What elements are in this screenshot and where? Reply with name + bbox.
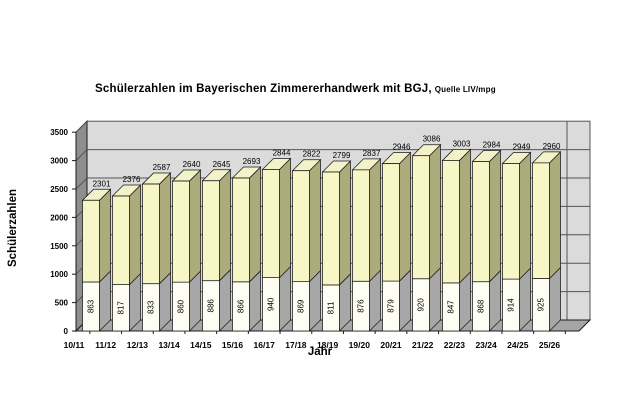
bar-9-top-side <box>370 159 381 281</box>
bar-total-label: 2376 <box>122 175 141 185</box>
x-tick-label: 10/11 <box>63 340 85 350</box>
y-tick-label: 2500 <box>50 185 68 194</box>
bar-2-top-front <box>143 184 160 284</box>
bar-segment-label: 925 <box>536 298 546 312</box>
bar-1-top-side <box>130 185 141 285</box>
x-tick-label: 13/14 <box>158 340 180 350</box>
bar-15-top-front <box>533 163 550 279</box>
y-tick-label: 1000 <box>50 270 68 280</box>
x-tick-label: 20/21 <box>380 340 402 350</box>
bar-segment-label: 940 <box>266 297 276 311</box>
bar-7-top-front <box>293 171 310 282</box>
bar-10-top-front <box>383 164 400 281</box>
bar-segment-label: 833 <box>146 300 156 315</box>
x-tick-label: 12/13 <box>126 340 149 350</box>
x-tick-label: 25/26 <box>538 340 561 350</box>
x-tick-label: 19/20 <box>348 340 370 350</box>
x-tick-label: 18/19 <box>316 340 339 350</box>
bar-total-label: 2984 <box>482 140 501 150</box>
x-tick-label: 17/18 <box>285 340 307 350</box>
bar-5-top-front <box>233 178 250 282</box>
bar-segment-label: 879 <box>386 299 396 313</box>
bar-7-top-side <box>310 160 321 282</box>
bar-total-label: 2822 <box>302 149 321 159</box>
x-tick-label: 21/22 <box>412 340 434 350</box>
bar-3-top-side <box>190 170 201 282</box>
bar-total-label: 2837 <box>362 148 381 158</box>
bar-6-top-side <box>280 158 291 277</box>
bar-segment-label: 868 <box>476 299 486 314</box>
bar-segment-label: 866 <box>236 299 246 314</box>
bar-14-top-front <box>503 163 520 279</box>
bar-segment-label: 914 <box>506 298 516 312</box>
x-tick-label: 16/17 <box>253 340 275 350</box>
bar-segment-label: 817 <box>116 301 126 315</box>
bar-8-top-front <box>323 172 340 285</box>
bar-total-label: 2799 <box>332 151 351 161</box>
bar-total-label: 3003 <box>452 139 471 149</box>
bar-total-label: 2587 <box>152 163 171 173</box>
bar-8-top-side <box>340 161 351 285</box>
bar-total-label: 2640 <box>182 160 201 170</box>
x-tick-label: 15/16 <box>221 340 244 350</box>
bar-6-top-front <box>263 169 280 277</box>
bar-9-top-front <box>353 170 370 281</box>
bar-5-top-side <box>250 167 261 282</box>
x-tick-label: 11/12 <box>95 340 117 350</box>
bar-segment-label: 869 <box>296 299 306 314</box>
x-tick-label: 23/24 <box>475 340 497 350</box>
bar-segment-label: 920 <box>416 298 426 312</box>
bar-2-top-side <box>160 173 171 284</box>
bar-segment-label: 847 <box>446 300 456 314</box>
bar-segment-label: 860 <box>176 299 186 314</box>
bar-11-top-front <box>413 156 430 279</box>
bar-15-top-side <box>550 152 561 279</box>
bar-3-top-front <box>173 181 190 282</box>
bar-total-label: 2949 <box>512 142 531 152</box>
bar-0-top-side <box>100 189 111 282</box>
chart-title-main: Schülerzahlen im Bayerischen Zimmererhandwerk mit BGJ, <box>95 83 432 95</box>
x-axis-title: Jahr <box>307 346 333 358</box>
bar-total-label: 3086 <box>422 134 441 144</box>
bar-10-top-side <box>400 153 411 281</box>
bar-segment-label: 811 <box>326 301 336 315</box>
y-tick-label: 500 <box>54 298 68 308</box>
y-tick-label: 1500 <box>50 241 68 251</box>
bar-13-top-side <box>490 151 501 282</box>
bar-13-top-front <box>473 162 490 282</box>
bar-total-label: 2960 <box>542 141 561 151</box>
bar-segment-label: 876 <box>356 299 366 313</box>
bar-total-label: 2844 <box>272 148 291 158</box>
y-tick-label: 0 <box>63 327 68 336</box>
x-tick-label: 22/23 <box>443 340 466 350</box>
y-tick-label: 2000 <box>50 213 68 223</box>
y-tick-label: 3000 <box>50 156 68 166</box>
bar-12-top-front <box>443 160 460 282</box>
bar-0-top-front <box>83 200 100 282</box>
bar-4-top-front <box>203 181 220 281</box>
bar-total-label: 2946 <box>392 142 411 152</box>
bar-segment-label: 863 <box>86 299 96 314</box>
bar-14-top-side <box>520 152 531 279</box>
x-tick-label: 24/25 <box>507 340 529 350</box>
x-tick-label: 14/15 <box>190 340 212 350</box>
bar-total-label: 2693 <box>242 157 261 167</box>
bar-total-label: 2301 <box>92 179 111 189</box>
bar-11-top-side <box>430 145 441 279</box>
bar-12-top-side <box>460 149 471 282</box>
bar-total-label: 2645 <box>212 159 231 169</box>
chart-title-source: Quelle LIV/mpg <box>434 85 496 94</box>
bar-segment-label: 886 <box>206 299 216 313</box>
y-tick-label: 3500 <box>50 128 68 138</box>
y-axis-title: Schülerzahlen <box>7 189 19 267</box>
bar-4-top-side <box>220 170 231 281</box>
bar-1-top-front <box>113 196 130 285</box>
